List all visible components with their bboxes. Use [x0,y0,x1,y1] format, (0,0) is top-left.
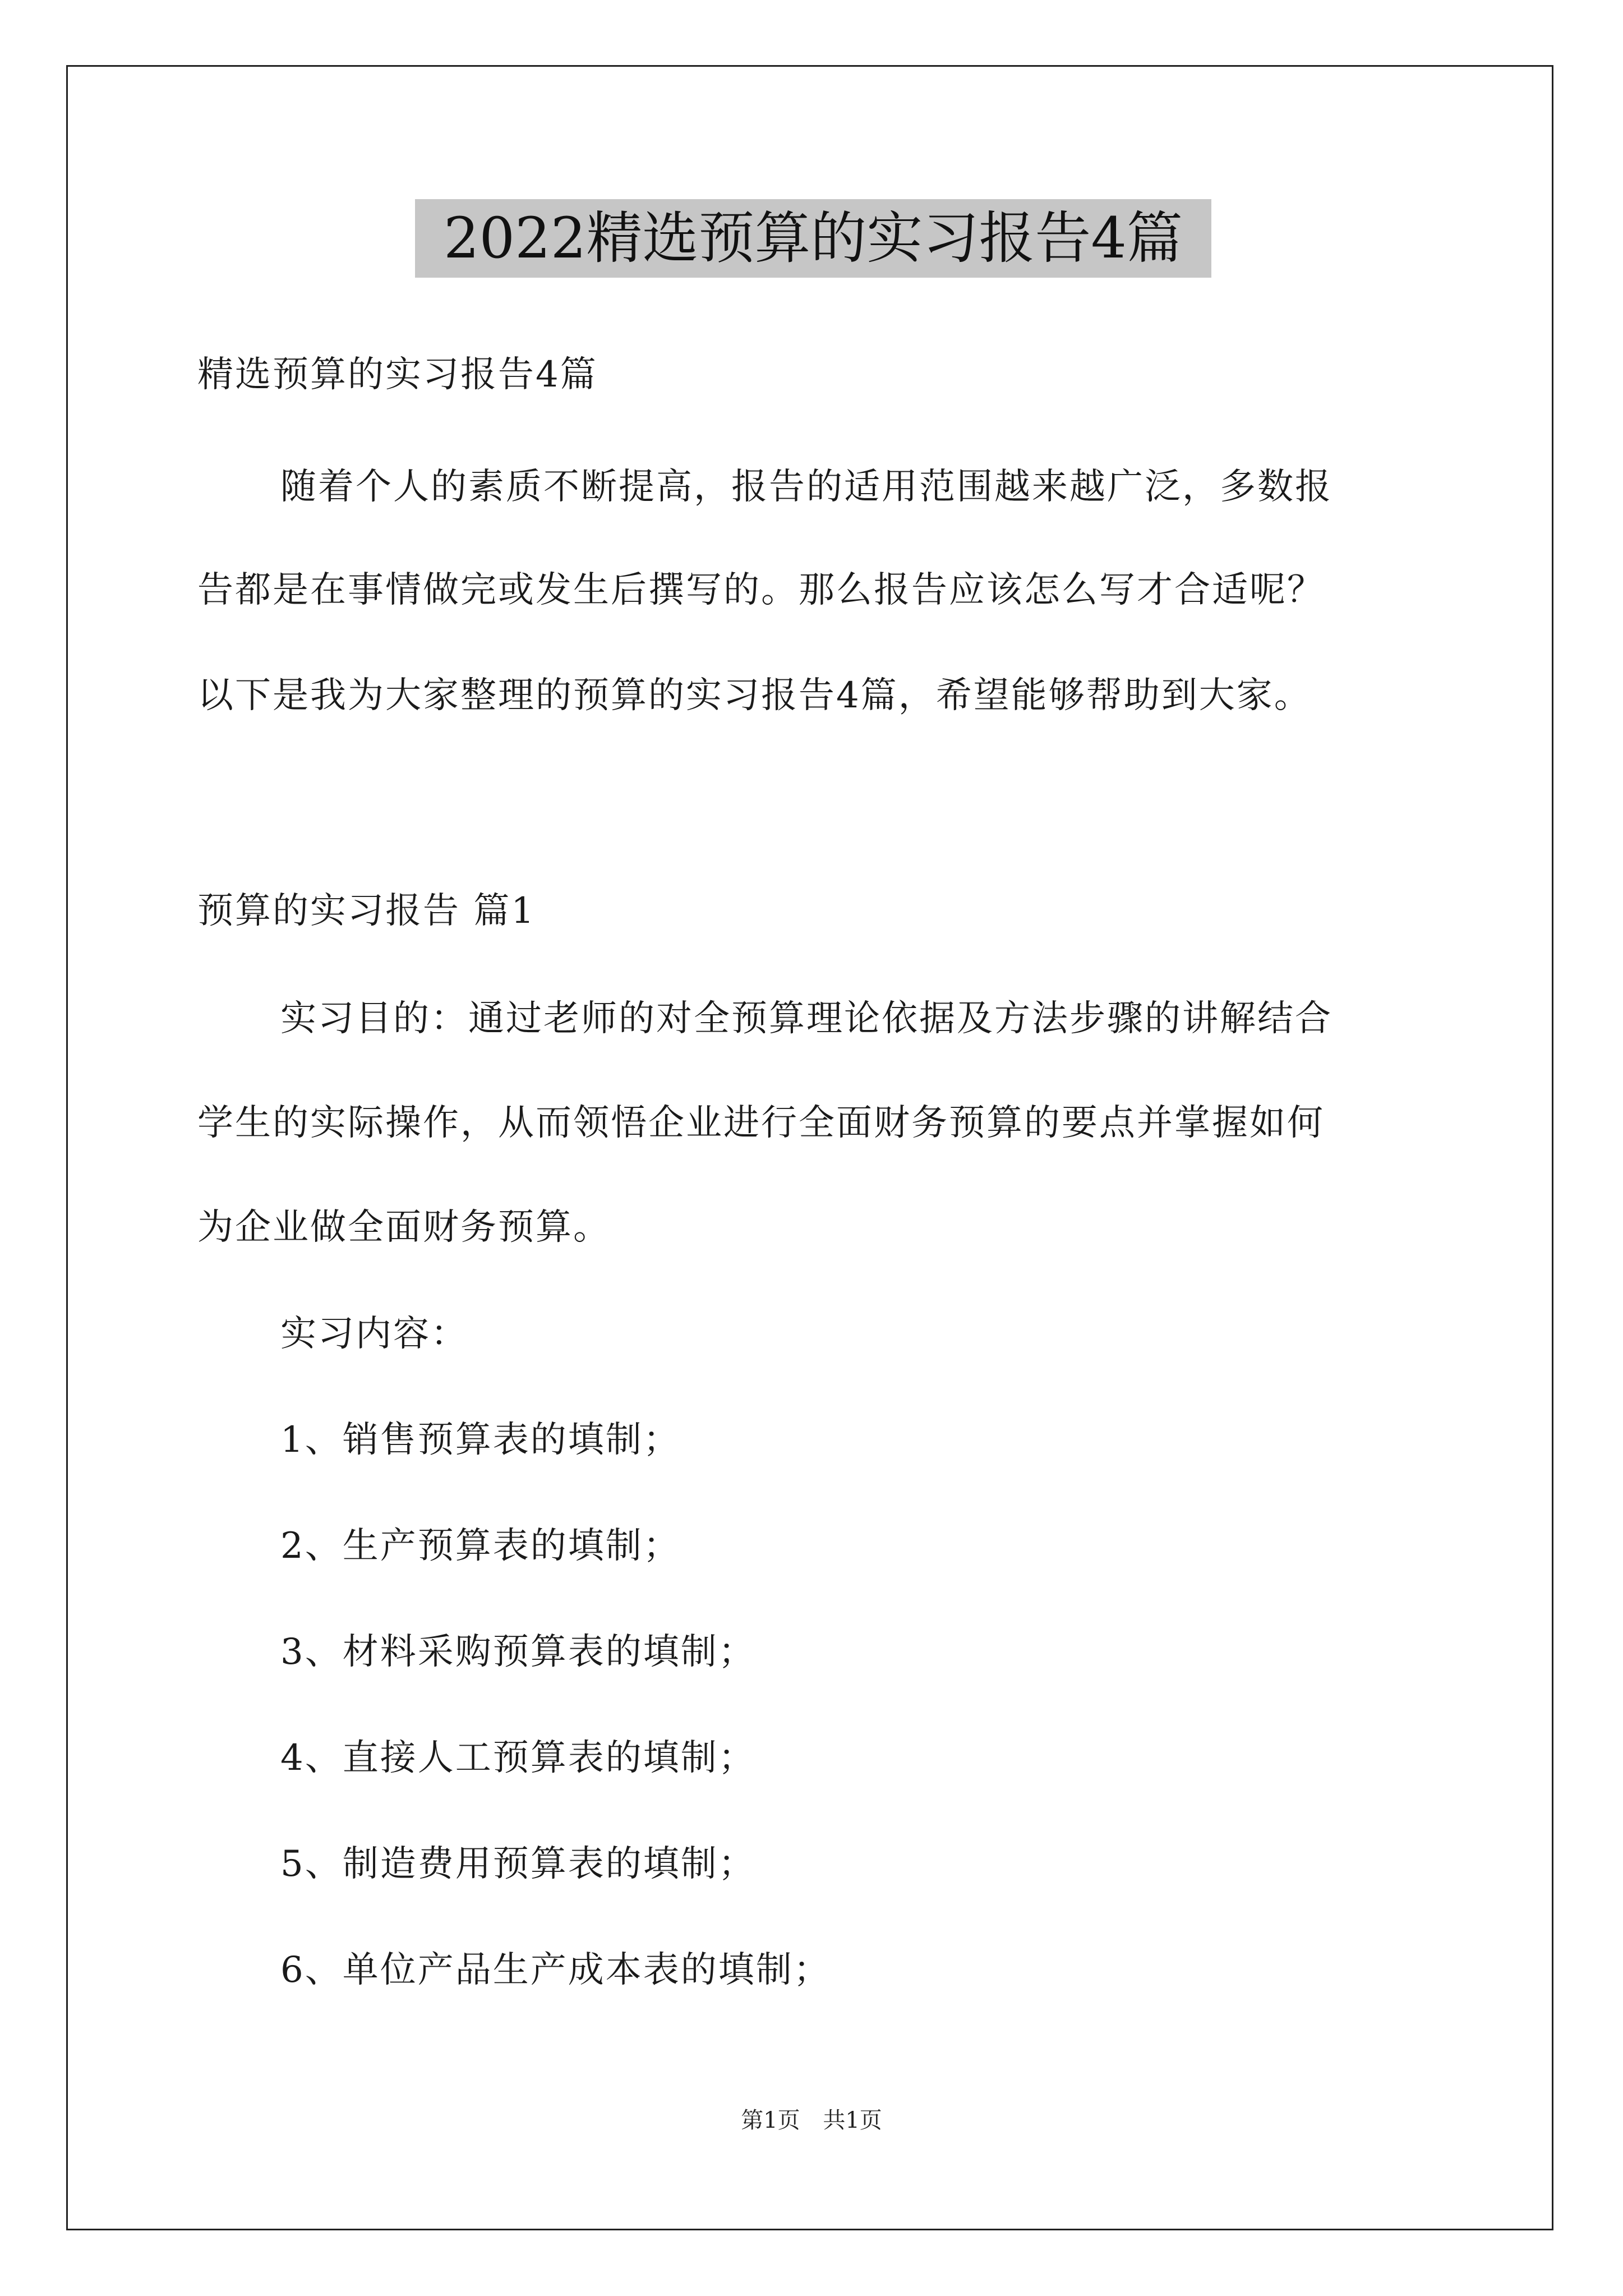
page-footer [0,2106,1623,2134]
section-1-heading: 预算的实习报告 篇1 [197,890,536,932]
intro-line-2: 告都是在事情做完或发生后撰写的。那么报告应该怎么写才合适呢？ [197,569,1325,611]
list-item: 5、制造费用预算表的填制； [280,1843,756,1885]
intro-line-3: 以下是我为大家整理的预算的实习报告4篇，希望能够帮助到大家。 [197,675,1312,716]
intro-line-1: 随着个人的素质不断提高，报告的适用范围越来越广泛，多数报 [280,466,1332,508]
list-item: 2、生产预算表的填制； [280,1525,681,1567]
list-item: 6、单位产品生产成本表的填制； [280,1949,831,1991]
list-item: 3、材料采购预算表的填制； [280,1631,756,1673]
purpose-line-3: 为企业做全面财务预算。 [197,1207,611,1248]
purpose-line-1: 实习目的：通过老师的对全预算理论依据及方法步骤的讲解结合 [280,998,1332,1039]
purpose-line-2: 学生的实际操作，从而领悟企业进行全面财务预算的要点并掌握如何 [197,1102,1325,1144]
document-subtitle: 精选预算的实习报告4篇 [197,354,598,395]
document-title: 2022精选预算的实习报告4篇 [415,199,1211,278]
page-total: 共1页 [823,2108,882,2133]
content-label: 实习内容： [280,1313,468,1355]
list-item: 1、销售预算表的填制； [280,1419,681,1461]
page-number: 第1页 [741,2108,800,2133]
list-item: 4、直接人工预算表的填制； [280,1737,756,1779]
